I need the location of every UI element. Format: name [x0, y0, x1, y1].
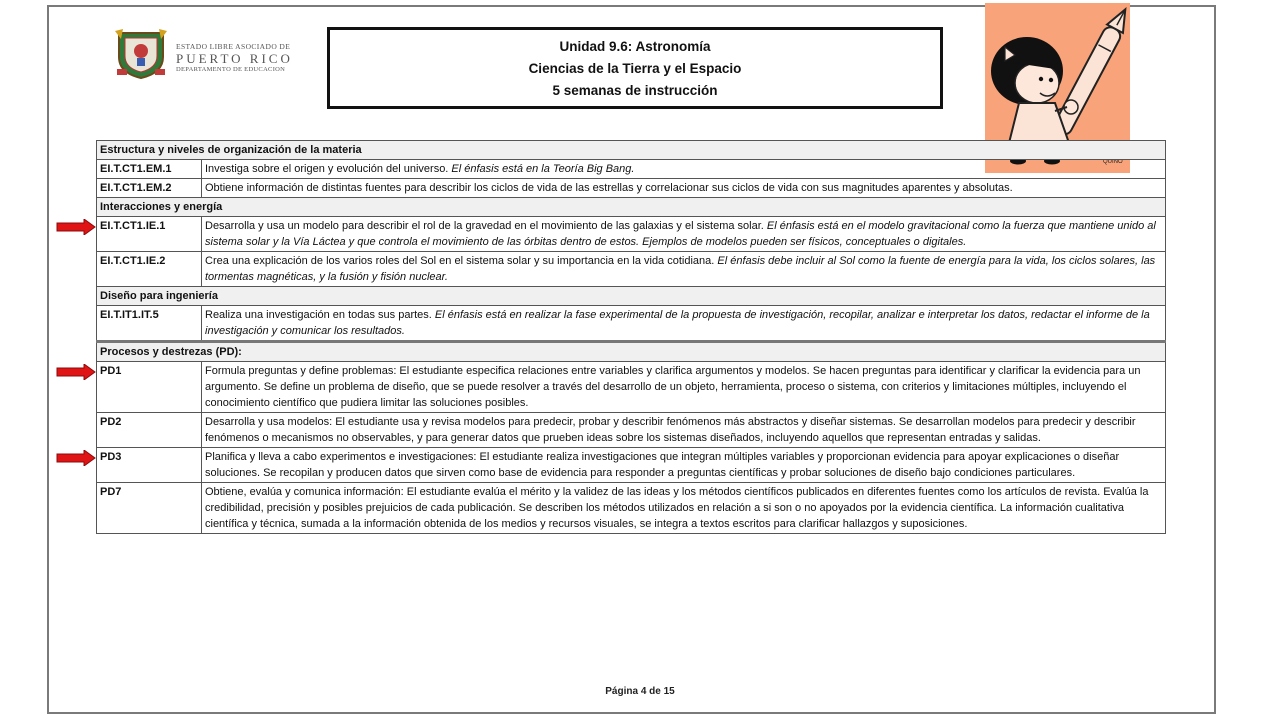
- section-header-row: [97, 198, 1166, 217]
- department-logo: [113, 27, 318, 81]
- section-title: Estructura y niveles de organización de la materia: [97, 141, 1166, 160]
- agency-line-1: ESTADO LIBRE ASOCIADO DE: [176, 42, 291, 51]
- section-title: Interacciones y energía: [97, 198, 1166, 217]
- red-arrow-icon: [56, 450, 96, 466]
- description-text: Planifica y lleva a cabo experimentos e investigaciones: El estudiante realiza investigaciones que integran múltiples variables y proporcionan evidencia para apoyar explicaciones o diseñar soluciones. Se recopilan y producen datos que sirven como base de evidencia para responder a preguntas científicas y probar soluciones de diseño bajo condiciones particulares.: [205, 451, 1120, 479]
- standard-description: [202, 448, 1166, 483]
- puerto-rico-seal-icon: [113, 27, 169, 79]
- standard-description: [202, 217, 1166, 252]
- agency-name: [176, 43, 293, 73]
- red-arrow-icon: [56, 219, 96, 235]
- standard-description: [202, 160, 1166, 179]
- duration-title: 5 semanas de instrucción: [552, 82, 718, 98]
- section-header-row: [97, 342, 1166, 362]
- standard-code: EI.T.CT1.EM.2: [97, 179, 202, 198]
- page-number: Página 4 de 15: [605, 686, 675, 697]
- standards-table: [96, 140, 1166, 534]
- emphasis-text: El énfasis está en la Teoría Big Bang.: [451, 163, 635, 175]
- red-arrow-icon: [56, 364, 96, 380]
- description-text: Crea una explicación de los varios roles del Sol en el sistema solar y su importancia en la vida cotidiana.: [205, 255, 718, 267]
- standard-description: [202, 306, 1166, 342]
- standard-code: EI.T.CT1.IE.1: [97, 217, 202, 252]
- agency-line-3: DEPARTAMENTO DE EDUCACION: [176, 65, 286, 73]
- section-header-row: [97, 141, 1166, 160]
- standard-row: [97, 483, 1166, 534]
- illustration-signature: QUINO: [1103, 159, 1123, 165]
- standard-code: PD1: [97, 362, 202, 413]
- standard-code: EI.T.IT1.IT.5: [97, 306, 202, 342]
- standards-table-body: [97, 141, 1166, 534]
- description-text: Obtiene, evalúa y comunica información: El estudiante evalúa el mérito y la validez de las ideas y los métodos científicos publicados en diferentes fuentes como los artículos de revista. Evalúa la credibilidad, precisión y posibles prejuicios de cada publicación. Se describen los métodos utilizados en relación a si son o no apoyados por la evidencia científica. La información cualitativa científica y técnica, sumada a la información obtenida de los medios y recursos visuales, se integra a textos escritos para clarificar hallazgos y suposiciones.: [205, 486, 1149, 530]
- standard-row: [97, 252, 1166, 287]
- standard-code: EI.T.CT1.IE.2: [97, 252, 202, 287]
- standard-code: EI.T.CT1.EM.1: [97, 160, 202, 179]
- standard-row: [97, 179, 1166, 198]
- standard-row: [97, 217, 1166, 252]
- emphasis-text: El énfasis está en realizar la fase experimental de la propuesta de investigación, recopilar, analizar e interpretar los datos, redactar el informe de la investigación y comunicar los resultados.: [205, 309, 1150, 337]
- section-title: Procesos y destrezas (PD):: [97, 342, 1166, 362]
- description-text: Formula preguntas y define problemas: El estudiante especifica relaciones entre variables y clarifica argumentos y modelos. Se hacen preguntas para identificar y clarificar la evidencia para un argumento. Se define un problema de diseño, que se puede resolver a través del desarrollo de un objeto, herramienta, proceso o sistema, con criterios y limitaciones múltiples, incluyendo el conocimiento científico que pudiera limitar las soluciones posibles.: [205, 365, 1141, 409]
- unit-title-box: [327, 27, 943, 109]
- standard-description: [202, 252, 1166, 287]
- description-text: Obtiene información de distintas fuentes para describir los ciclos de vida de las estrellas y correlacionar sus ciclos de vida con sus magnitudes aparentes y absolutas.: [205, 182, 1013, 194]
- standard-description: [202, 179, 1166, 198]
- section-title: Diseño para ingeniería: [97, 287, 1166, 306]
- standard-row: [97, 160, 1166, 179]
- standard-row: [97, 413, 1166, 448]
- emphasis-text: El énfasis debe incluir al Sol como la fuente de energía para la vida, los ciclos solares, las tormentas magnéticas, y la fusión y fisión nuclear.: [205, 255, 1156, 283]
- standard-row: [97, 306, 1166, 342]
- standard-row: [97, 448, 1166, 483]
- description-text: Investiga sobre el origen y evolución del universo.: [205, 163, 452, 175]
- standard-code: PD7: [97, 483, 202, 534]
- standard-description: [202, 413, 1166, 448]
- section-header-row: [97, 287, 1166, 306]
- standard-row: [97, 362, 1166, 413]
- standard-description: [202, 362, 1166, 413]
- description-text: Desarrolla y usa modelos: El estudiante usa y revisa modelos para predecir, probar y describir fenómenos más abstractos y diseñar sistemas. Se desarrollan modelos para predecir y describir fenómenos o mecanismos no observables, y para generar datos que prueben ideas sobre los sistemas diseñados, incluyendo aquellos que representan entradas y salidas.: [205, 416, 1136, 444]
- standard-description: [202, 483, 1166, 534]
- emphasis-text: El énfasis está en el modelo gravitacional como la fuerza que mantiene unido al sistema solar y la Vía Láctea y que controla el movimiento de las órbitas dentro de estos. Ejemplos de modelos pueden ser físicos, conceptuales o digitales.: [205, 220, 1156, 248]
- standard-code: PD3: [97, 448, 202, 483]
- description-text: Realiza una investigación en todas sus partes.: [205, 309, 435, 321]
- agency-line-2: PUERTO RICO: [176, 50, 293, 66]
- standard-code: PD2: [97, 413, 202, 448]
- description-text: Desarrolla y usa un modelo para describir el rol de la gravedad en el movimiento de las galaxias y el sistema solar.: [205, 220, 767, 232]
- unit-title: Unidad 9.6: Astronomía: [559, 38, 711, 54]
- course-title: Ciencias de la Tierra y el Espacio: [528, 60, 742, 76]
